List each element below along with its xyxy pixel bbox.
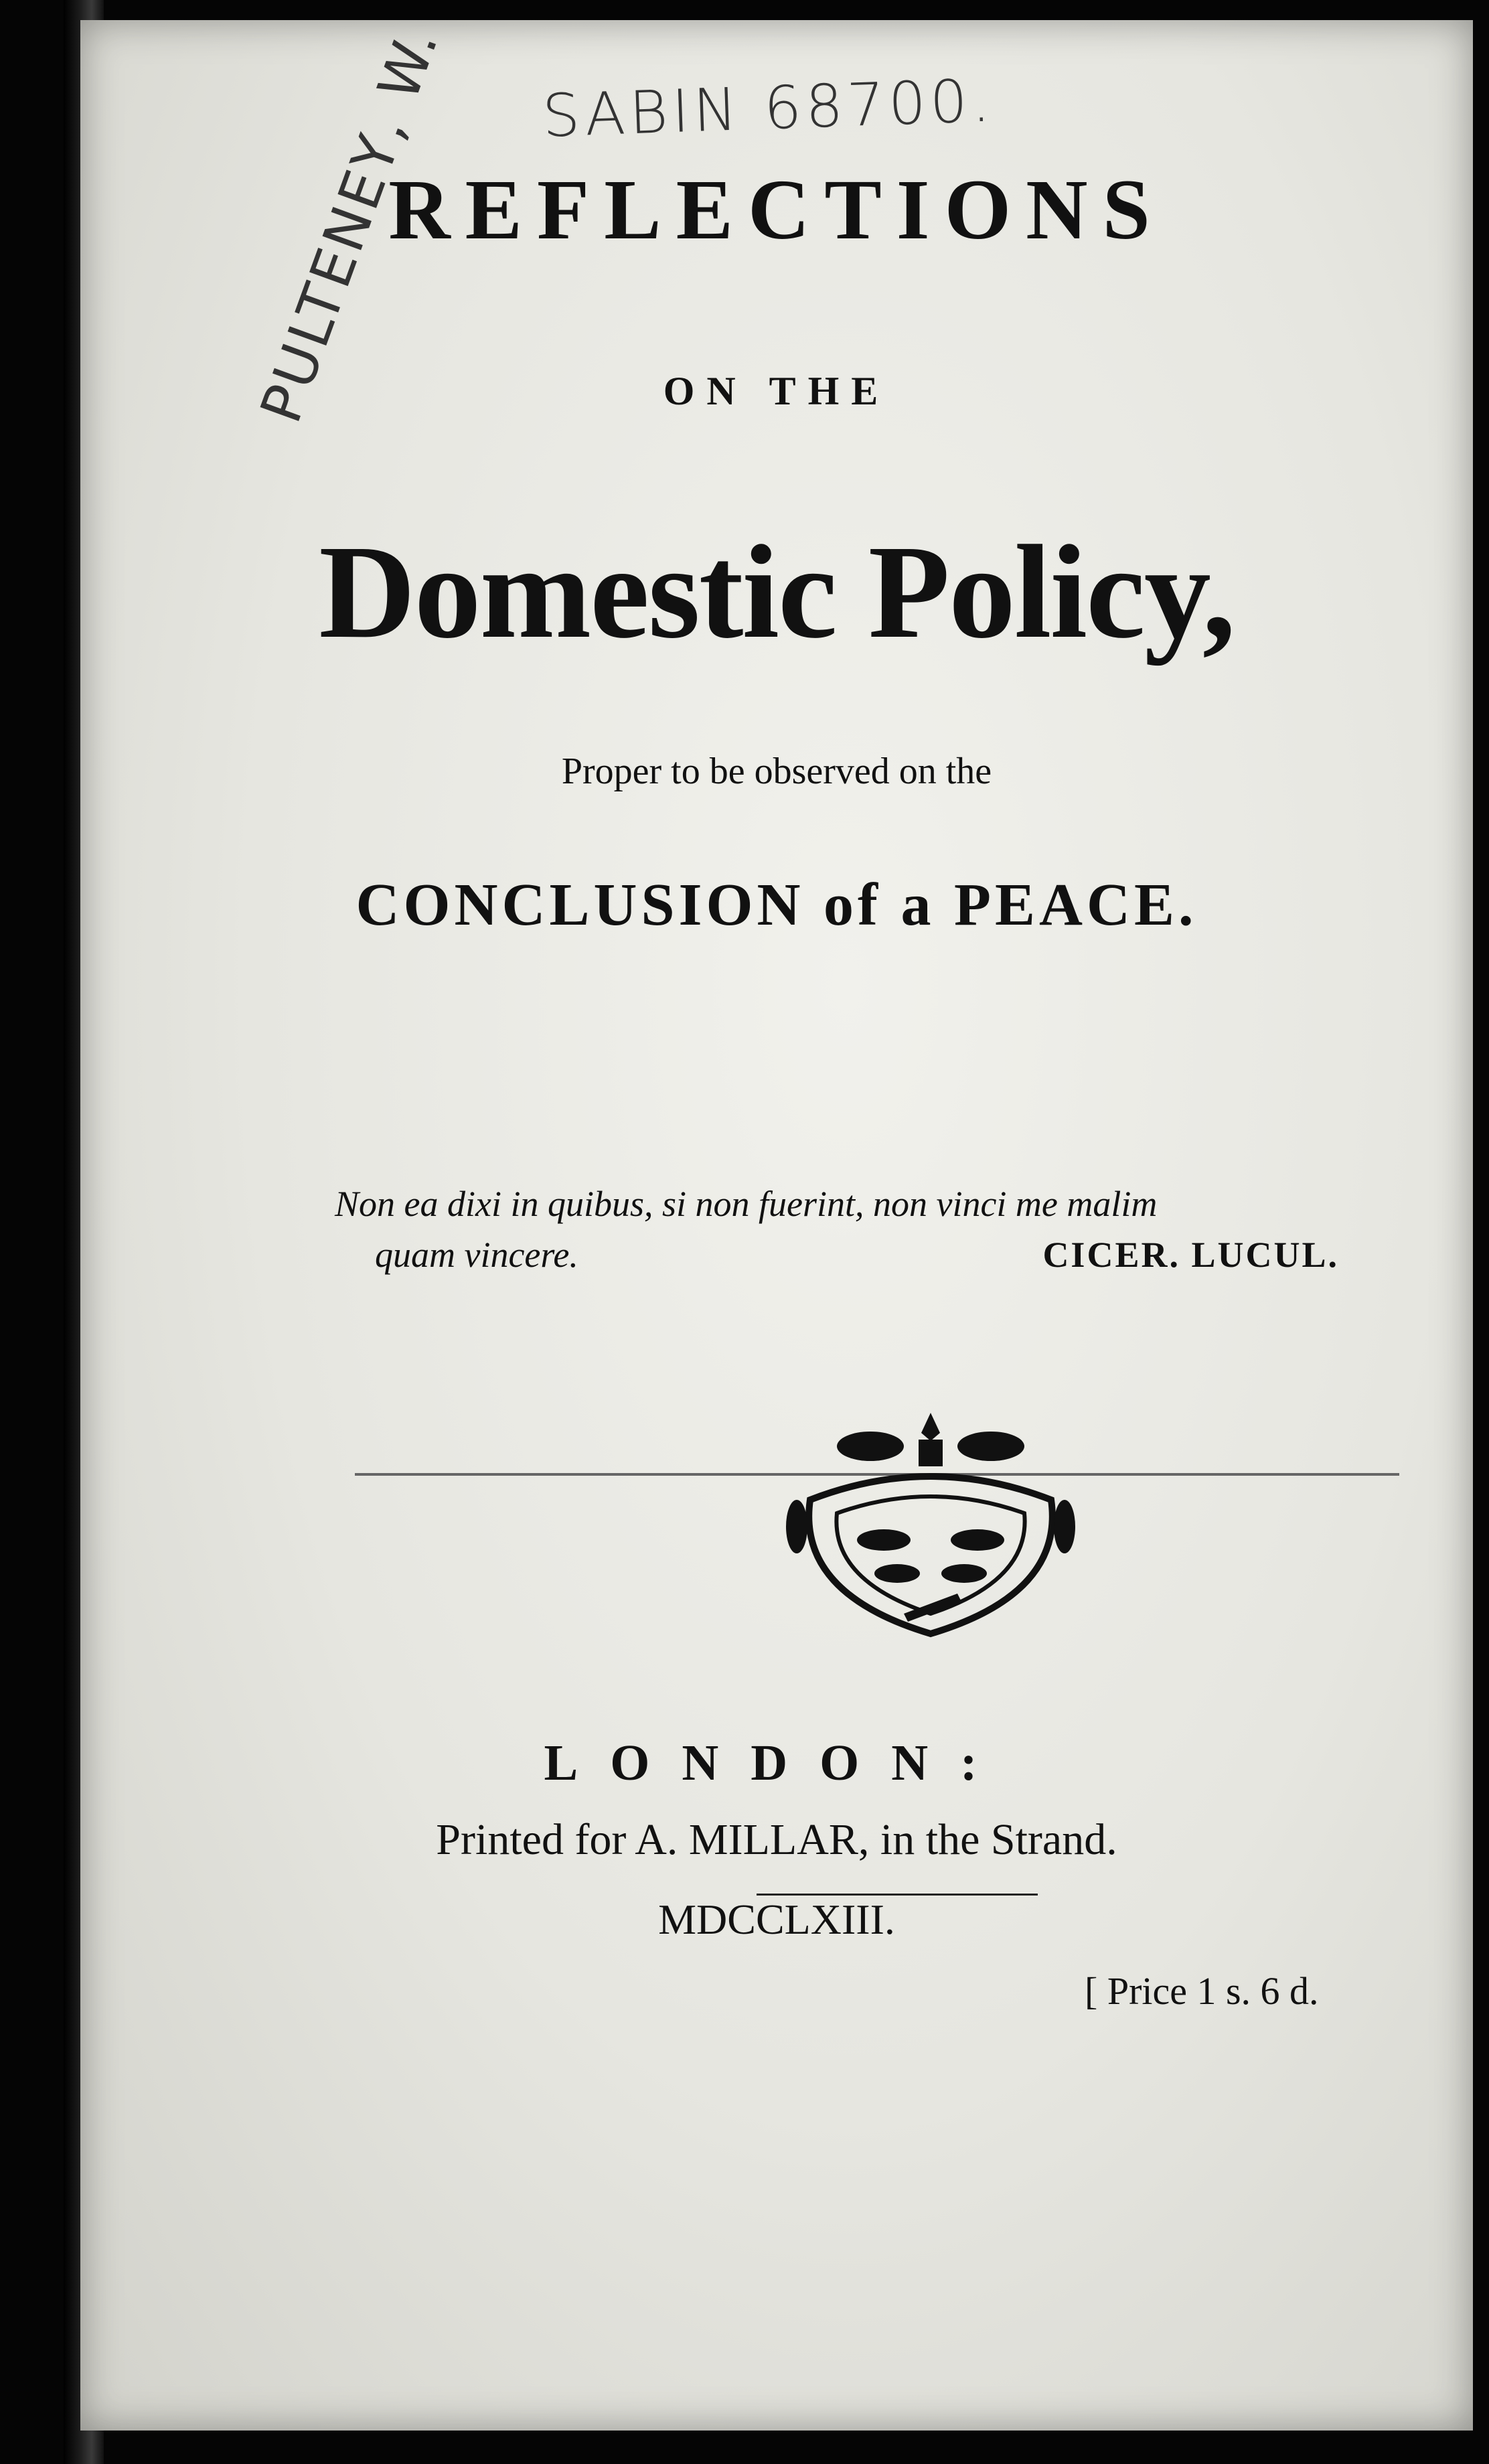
imprint-year: MDCCLXIII. (658, 1896, 895, 1943)
title-on-the: ON THE (663, 369, 890, 413)
fleuron-icon (770, 1399, 1091, 1654)
motto-line-1: Non ea dixi in quibus, si non fuerint, non vinci me malim (335, 1184, 1158, 1224)
subtitle-proper: Proper to be observed on the (561, 751, 992, 792)
motto-citation: CICER. LUCUL. (1042, 1235, 1339, 1275)
motto-line-2: quam vincere. (375, 1235, 578, 1275)
handwritten-author-mark: PULTENEY, W. (248, 17, 452, 431)
price-note: [ Price 1 s. 6 d. (1085, 1969, 1319, 2013)
title-reflections: REFLECTIONS (388, 162, 1165, 257)
title-page (80, 17, 1473, 2431)
title-domestic-policy: Domestic Policy, (319, 518, 1235, 666)
subtitle-conclusion: CONCLUSION of a PEACE. (356, 872, 1198, 938)
latin-motto (335, 1178, 1406, 1280)
imprint-printer: Printed for A. MILLAR, in the Strand. (436, 1815, 1117, 1864)
handwritten-catalog-mark: SABIN 68700. (541, 66, 996, 151)
imprint-city: LONDON: (544, 1735, 1010, 1791)
